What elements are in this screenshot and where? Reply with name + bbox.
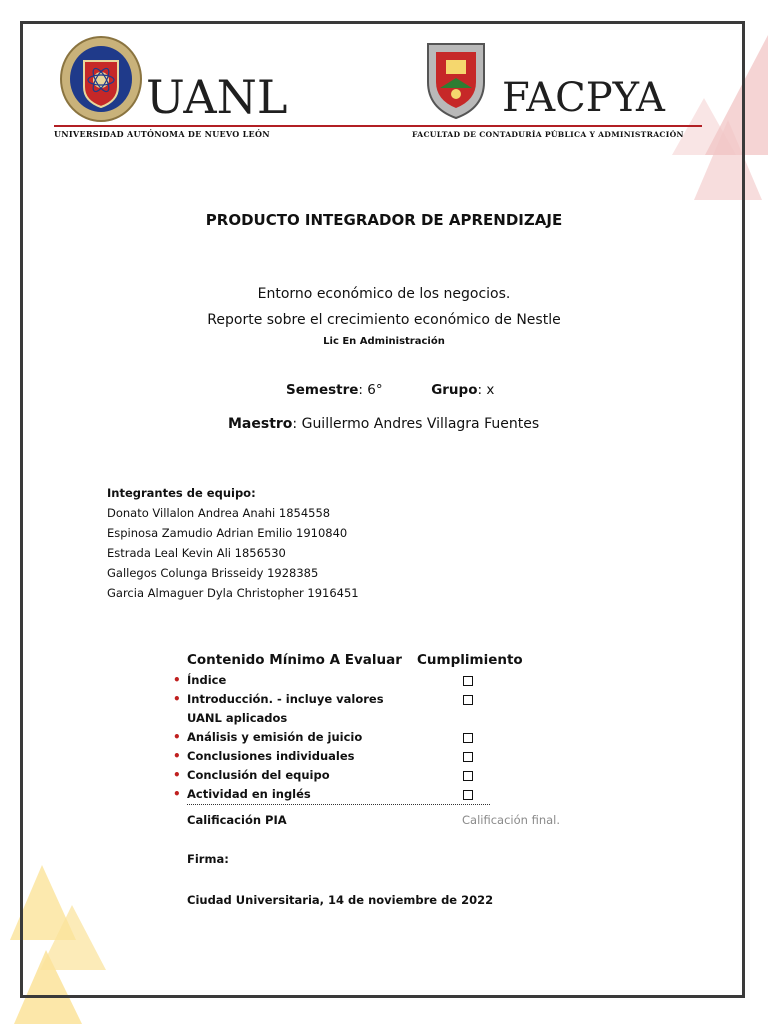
content-column-header: Contenido Mínimo A Evaluar bbox=[187, 652, 402, 668]
facpya-shield-logo bbox=[424, 38, 488, 122]
grupo-value: : x bbox=[477, 382, 495, 398]
maestro-value: : Guillermo Andres Villagra Fuentes bbox=[292, 416, 540, 432]
team-member: Donato Villalon Andrea Anahi 1854558 bbox=[107, 506, 331, 520]
semester-group-row bbox=[286, 382, 494, 398]
team-member: Espinosa Zamudio Adrian Emilio 1910840 bbox=[107, 526, 348, 540]
checkbox[interactable] bbox=[463, 676, 473, 686]
team-member: Estrada Leal Kevin Ali 1856530 bbox=[107, 546, 286, 560]
bullet-icon: • bbox=[173, 730, 181, 744]
header-rule bbox=[54, 125, 702, 127]
checkbox[interactable] bbox=[463, 752, 473, 762]
evaluation-checklist: Contenido Mínimo A Evaluar Cumplimiento • Índice • Introducción. - incluye valores UANL aplicados • Análisis y emisión de juicio • Conclusiones individuales • Conclusión del equipo • Actividad en inglés bbox=[170, 652, 500, 672]
teacher-row bbox=[228, 416, 539, 432]
signature-label: Firma: bbox=[187, 852, 229, 866]
bullet-icon: • bbox=[173, 787, 181, 801]
checkbox[interactable] bbox=[463, 695, 473, 705]
checkbox[interactable] bbox=[463, 790, 473, 800]
grupo-label: Grupo bbox=[431, 382, 478, 398]
bullet-icon: • bbox=[173, 768, 181, 782]
checkbox[interactable] bbox=[463, 733, 473, 743]
place-and-date: Ciudad Universitaria, 14 de noviembre de 2022 bbox=[187, 893, 494, 907]
report-title: Reporte sobre el crecimiento económico de Nestle bbox=[207, 312, 561, 328]
maestro-label: Maestro bbox=[228, 416, 293, 432]
bullet-icon: • bbox=[173, 692, 181, 706]
uanl-seal-logo bbox=[60, 36, 142, 122]
checklist-header bbox=[170, 652, 523, 672]
dotted-divider bbox=[187, 804, 490, 805]
team-member: Gallegos Colunga Brisseidy 1928385 bbox=[107, 566, 319, 580]
team-member: Garcia Almaguer Dyla Christopher 1916451 bbox=[107, 586, 359, 600]
bullet-icon: • bbox=[173, 749, 181, 763]
grade-input[interactable]: Calificación final. bbox=[462, 813, 561, 827]
compliance-column-header: Cumplimiento bbox=[417, 652, 523, 668]
team-heading: Integrantes de equipo: bbox=[107, 486, 256, 500]
semestre-label: Semestre bbox=[286, 382, 359, 398]
uanl-wordmark: UANL bbox=[146, 70, 288, 124]
grade-label: Calificación PIA bbox=[187, 813, 287, 827]
semestre-value: : 6° bbox=[358, 382, 383, 398]
checkbox[interactable] bbox=[463, 771, 473, 781]
facpya-full-name: FACULTAD DE CONTADURÍA PÚBLICA Y ADMINISTRACIÓN bbox=[412, 130, 684, 139]
bullet-icon: • bbox=[173, 673, 181, 687]
subject-name: Entorno económico de los negocios. bbox=[257, 286, 511, 302]
team-list bbox=[107, 483, 359, 603]
uanl-full-name: UNIVERSIDAD AUTÓNOMA DE NUEVO LEÓN bbox=[54, 129, 270, 139]
document-title: PRODUCTO INTEGRADOR DE APRENDIZAJE bbox=[205, 211, 563, 229]
facpya-wordmark: FACPYA bbox=[502, 75, 665, 121]
career-name: Lic En Administración bbox=[323, 336, 445, 347]
